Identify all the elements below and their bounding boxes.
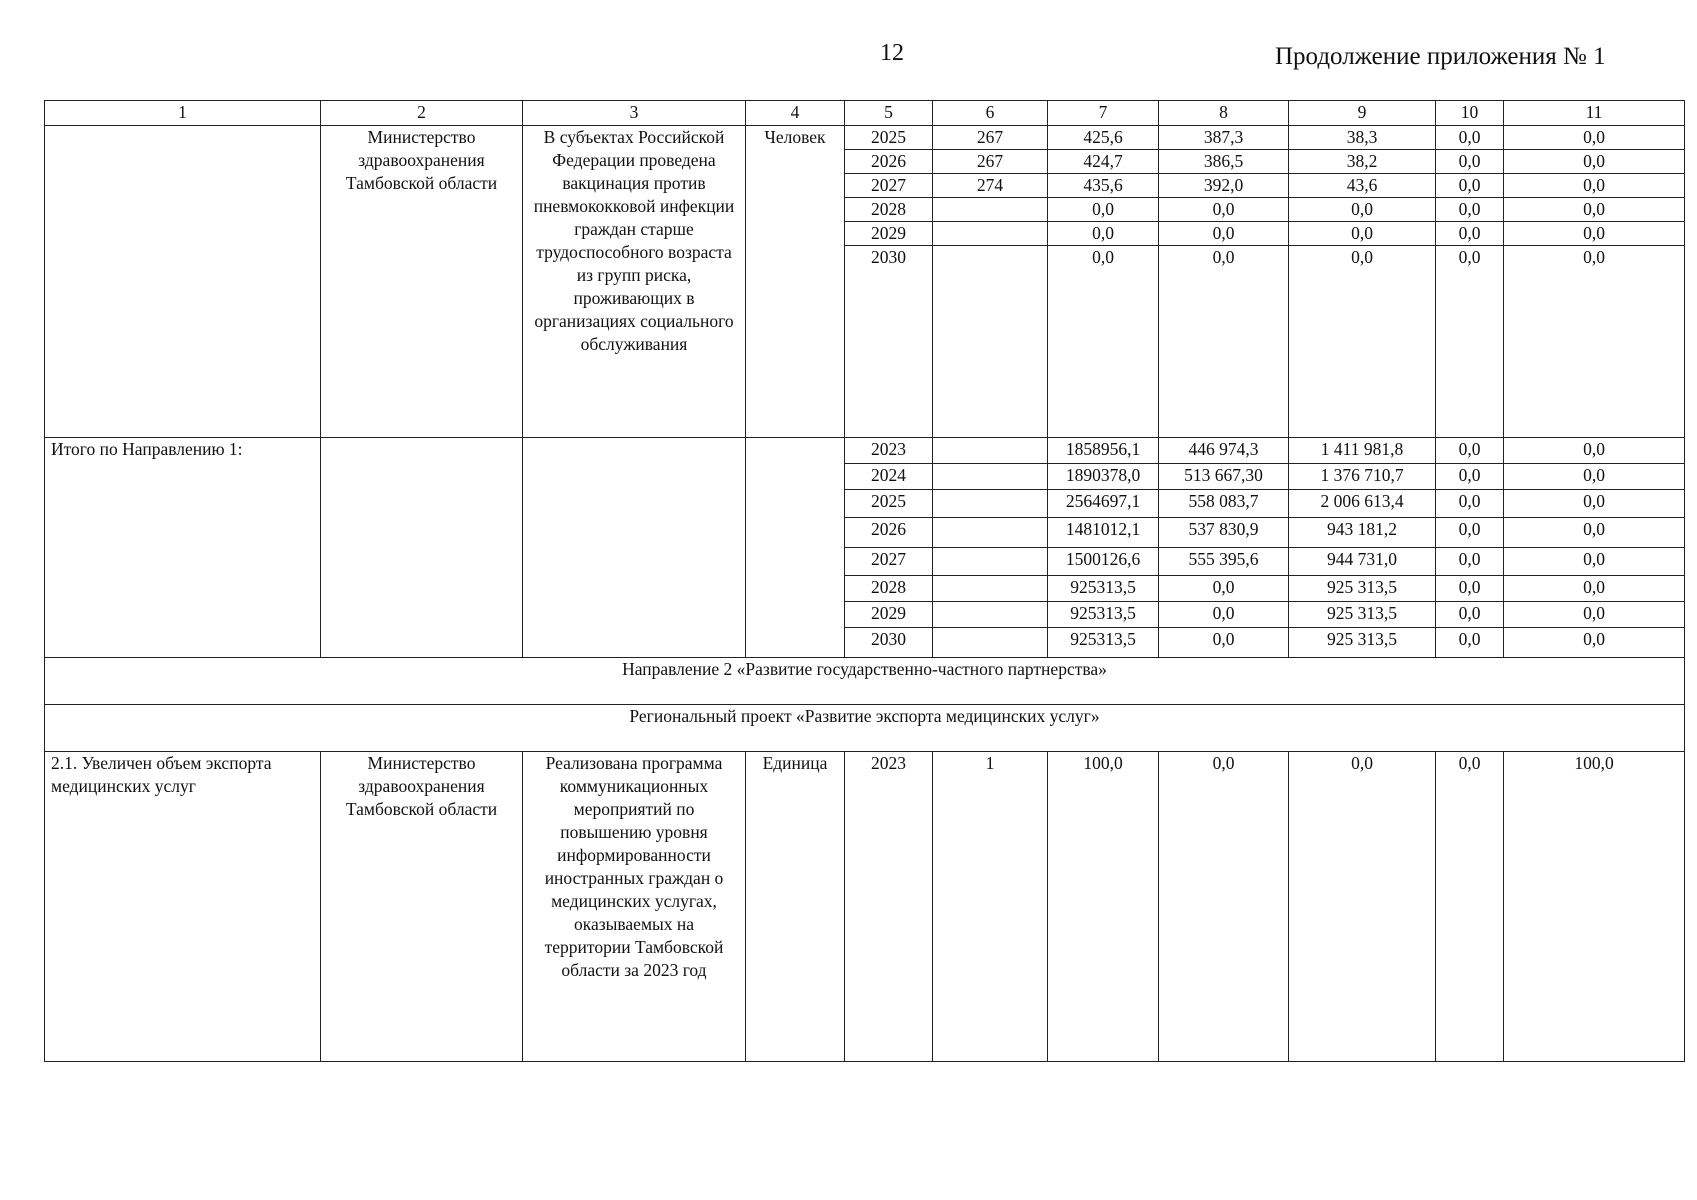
value-cell: 513 667,30 (1159, 464, 1289, 490)
data-table (44, 100, 1685, 1062)
value-cell: 0,0 (1159, 198, 1289, 222)
year-cell: 2023 (845, 752, 933, 1062)
year-cell: 2024 (845, 464, 933, 490)
value-cell: 0,0 (1436, 752, 1504, 1062)
empty-cell (45, 126, 321, 438)
year-cell: 2026 (845, 518, 933, 548)
value-cell: 1858956,1 (1048, 438, 1159, 464)
direction-heading: Направление 2 «Развитие государственно-частного партнерства» (45, 658, 1685, 705)
value-cell (933, 576, 1048, 602)
year-cell: 2028 (845, 198, 933, 222)
responsible-body: Министерство здравоохранения Тамбовской области (321, 752, 523, 1062)
value-cell: 424,7 (1048, 150, 1159, 174)
value-cell: 0,0 (1436, 150, 1504, 174)
value-cell: 0,0 (1436, 198, 1504, 222)
value-cell: 0,0 (1504, 464, 1685, 490)
value-cell: 1 411 981,8 (1289, 438, 1436, 464)
table-row (45, 126, 1685, 150)
column-number: 11 (1504, 101, 1685, 126)
value-cell: 0,0 (1436, 490, 1504, 518)
value-cell: 0,0 (1289, 222, 1436, 246)
value-cell: 0,0 (1436, 518, 1504, 548)
value-cell: 446 974,3 (1159, 438, 1289, 464)
value-cell (933, 518, 1048, 548)
value-cell: 0,0 (1159, 602, 1289, 628)
value-cell: 925313,5 (1048, 628, 1159, 658)
year-cell: 2027 (845, 548, 933, 576)
value-cell: 1481012,1 (1048, 518, 1159, 548)
value-cell: 0,0 (1504, 602, 1685, 628)
value-cell (933, 198, 1048, 222)
value-cell: 0,0 (1504, 150, 1685, 174)
column-number-row (45, 101, 1685, 126)
value-cell: 392,0 (1159, 174, 1289, 198)
year-cell: 2023 (845, 438, 933, 464)
appendix-caption: Продолжение приложения № 1 (1275, 43, 1606, 70)
value-cell: 435,6 (1048, 174, 1159, 198)
value-cell: 100,0 (1048, 752, 1159, 1062)
value-cell: 0,0 (1504, 198, 1685, 222)
value-cell: 0,0 (1289, 198, 1436, 222)
value-cell (933, 246, 1048, 438)
column-number: 10 (1436, 101, 1504, 126)
value-cell: 0,0 (1289, 752, 1436, 1062)
year-cell: 2029 (845, 222, 933, 246)
column-number: 6 (933, 101, 1048, 126)
value-cell: 0,0 (1048, 222, 1159, 246)
value-cell: 0,0 (1159, 628, 1289, 658)
value-cell: 0,0 (1289, 246, 1436, 438)
value-cell: 0,0 (1159, 576, 1289, 602)
value-cell: 425,6 (1048, 126, 1159, 150)
value-cell: 0,0 (1436, 548, 1504, 576)
column-number: 8 (1159, 101, 1289, 126)
year-cell: 2025 (845, 490, 933, 518)
value-cell: 0,0 (1436, 126, 1504, 150)
value-cell: 1 (933, 752, 1048, 1062)
value-cell: 0,0 (1159, 222, 1289, 246)
value-cell: 0,0 (1048, 246, 1159, 438)
value-cell: 0,0 (1504, 222, 1685, 246)
value-cell: 943 181,2 (1289, 518, 1436, 548)
value-cell: 0,0 (1436, 576, 1504, 602)
unit-of-measure: Единица (746, 752, 845, 1062)
value-cell: 925313,5 (1048, 602, 1159, 628)
year-cell: 2025 (845, 126, 933, 150)
column-number: 2 (321, 101, 523, 126)
column-number: 1 (45, 101, 321, 126)
empty-cell (321, 438, 523, 658)
value-cell: 0,0 (1436, 628, 1504, 658)
result-title: 2.1. Увеличен объем экспорта медицинских услуг (45, 752, 321, 1062)
value-cell (933, 602, 1048, 628)
section-row (45, 705, 1685, 752)
value-cell: 0,0 (1504, 490, 1685, 518)
page-number: 12 (880, 40, 904, 66)
value-cell (933, 222, 1048, 246)
value-cell: 38,3 (1289, 126, 1436, 150)
value-cell: 0,0 (1504, 126, 1685, 150)
value-cell: 0,0 (1159, 752, 1289, 1062)
value-cell: 0,0 (1504, 548, 1685, 576)
value-cell: 0,0 (1436, 174, 1504, 198)
value-cell: 0,0 (1504, 174, 1685, 198)
value-cell: 0,0 (1436, 464, 1504, 490)
column-number: 7 (1048, 101, 1159, 126)
year-cell: 2030 (845, 628, 933, 658)
year-cell: 2028 (845, 576, 933, 602)
project-heading: Региональный проект «Развитие экспорта медицинских услуг» (45, 705, 1685, 752)
column-number: 3 (523, 101, 746, 126)
value-cell: 1500126,6 (1048, 548, 1159, 576)
empty-cell (523, 438, 746, 658)
value-cell (933, 490, 1048, 518)
value-cell: 1890378,0 (1048, 464, 1159, 490)
value-cell: 1 376 710,7 (1289, 464, 1436, 490)
value-cell: 0,0 (1436, 222, 1504, 246)
value-cell: 0,0 (1436, 438, 1504, 464)
value-cell: 0,0 (1159, 246, 1289, 438)
value-cell: 43,6 (1289, 174, 1436, 198)
responsible-body: Министерство здравоохранения Тамбовской области (321, 126, 523, 438)
value-cell: 537 830,9 (1159, 518, 1289, 548)
value-cell: 944 731,0 (1289, 548, 1436, 576)
year-cell: 2027 (845, 174, 933, 198)
value-cell: 558 083,7 (1159, 490, 1289, 518)
value-cell: 0,0 (1436, 246, 1504, 438)
value-cell: 925 313,5 (1289, 576, 1436, 602)
value-cell (933, 628, 1048, 658)
section-row (45, 658, 1685, 705)
empty-cell (746, 438, 845, 658)
column-number: 5 (845, 101, 933, 126)
year-cell: 2030 (845, 246, 933, 438)
value-cell: 0,0 (1504, 576, 1685, 602)
table-row (45, 752, 1685, 1062)
value-cell: 925 313,5 (1289, 602, 1436, 628)
value-cell: 0,0 (1048, 198, 1159, 222)
unit-of-measure: Человек (746, 126, 845, 438)
value-cell (933, 548, 1048, 576)
value-cell: 38,2 (1289, 150, 1436, 174)
value-cell: 386,5 (1159, 150, 1289, 174)
value-cell: 387,3 (1159, 126, 1289, 150)
value-cell: 0,0 (1504, 246, 1685, 438)
year-cell: 2029 (845, 602, 933, 628)
value-cell: 267 (933, 150, 1048, 174)
value-cell: 555 395,6 (1159, 548, 1289, 576)
result-description: Реализована программа коммуникационных мероприятий по повышению уровня информированности иностранных граждан о медицинских услугах, оказываемых на территории Тамбовской области за 2023 год (523, 752, 746, 1062)
value-cell: 0,0 (1504, 518, 1685, 548)
value-cell: 0,0 (1436, 602, 1504, 628)
total-label: Итого по Направлению 1: (45, 438, 321, 658)
value-cell: 0,0 (1504, 438, 1685, 464)
result-description: В субъектах Российской Федерации проведена вакцинация против пневмококковой инфекции граждан старше трудоспособного возраста из групп риска, проживающих в организациях социального обслуживания (523, 126, 746, 438)
value-cell: 2 006 613,4 (1289, 490, 1436, 518)
value-cell: 0,0 (1504, 628, 1685, 658)
value-cell: 2564697,1 (1048, 490, 1159, 518)
column-number: 9 (1289, 101, 1436, 126)
value-cell: 267 (933, 126, 1048, 150)
value-cell: 925 313,5 (1289, 628, 1436, 658)
table-row (45, 438, 1685, 464)
value-cell: 274 (933, 174, 1048, 198)
column-number: 4 (746, 101, 845, 126)
value-cell: 100,0 (1504, 752, 1685, 1062)
year-cell: 2026 (845, 150, 933, 174)
value-cell: 925313,5 (1048, 576, 1159, 602)
value-cell (933, 464, 1048, 490)
value-cell (933, 438, 1048, 464)
